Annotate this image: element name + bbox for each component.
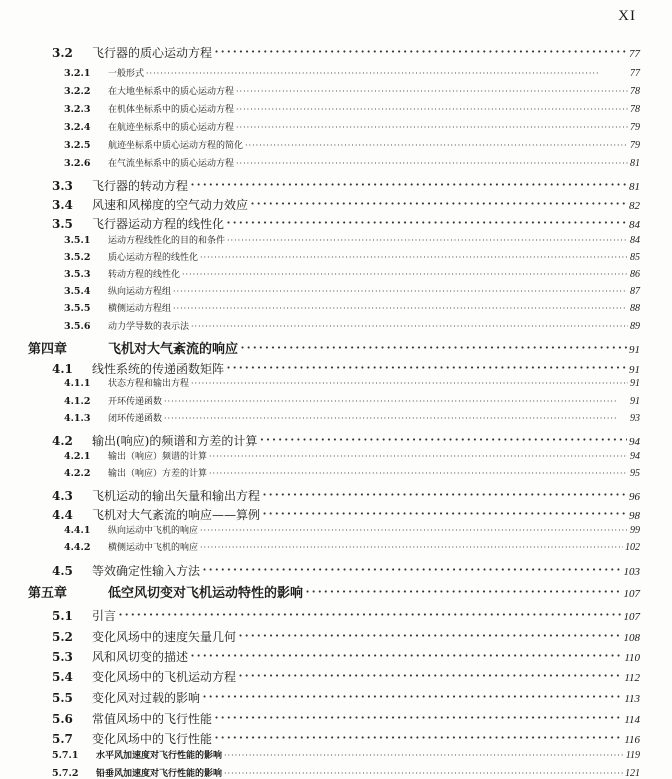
- toc-entry-page: 116: [624, 734, 640, 746]
- dot-leader: [214, 42, 627, 61]
- toc-entry-page: 114: [624, 714, 640, 726]
- dot-leader: [200, 543, 623, 552]
- toc-entry-title: 输出(响应)的频谱和方差的计算: [92, 434, 258, 448]
- toc-entry-title: 在气流坐标系中的质心运动方程: [108, 159, 235, 169]
- dot-leader: [200, 526, 628, 535]
- toc-entry-title: 航迹坐标系中质心运动方程的简化: [108, 141, 244, 151]
- toc-entry-page: 78: [630, 104, 640, 115]
- toc-entry-page: 112: [624, 672, 640, 684]
- toc-entry-page: 82: [629, 200, 640, 212]
- toc-entry-page: 88: [630, 303, 640, 314]
- toc-entry-page: 96: [629, 491, 640, 503]
- toc-entry-title: 输出（响应）频谱的计算: [108, 452, 208, 462]
- toc-entry-number: 3.5.5: [64, 303, 91, 314]
- toc-entry-title: 飞机运动的输出矢量和输出方程: [92, 489, 261, 503]
- toc-entry-number: 4.1.3: [64, 413, 91, 424]
- toc-entry-title: 飞机对大气紊流的响应: [108, 342, 239, 357]
- toc-entry-title: 闭环传递函数: [108, 414, 163, 424]
- toc-entry-page: 107: [623, 588, 640, 600]
- toc-entry-page: 93: [630, 413, 640, 424]
- toc-entry-number: 4.1.2: [64, 396, 91, 407]
- toc-entry: [0, 430, 640, 449]
- dot-leader: [209, 452, 628, 461]
- toc-entry: [0, 66, 640, 79]
- toc-entry: [0, 284, 640, 297]
- dot-leader: [259, 430, 627, 449]
- toc-entry-title: 飞行器运动方程的线性化: [92, 217, 225, 231]
- toc-entry-title: 变化风场中的速度矢量几何: [92, 630, 237, 644]
- toc-entry: [0, 687, 640, 706]
- toc-entry-number: 第五章: [28, 586, 68, 601]
- dot-leader: [238, 626, 621, 645]
- dot-leader: [164, 397, 628, 406]
- toc-entry-number: 5.2: [52, 630, 73, 644]
- toc-entry-page: 119: [625, 750, 640, 761]
- toc-entry-number: 5.1: [52, 609, 73, 623]
- dot-leader: [262, 485, 627, 504]
- toc-entry-page: 79: [630, 122, 640, 133]
- toc-entry: [0, 666, 640, 685]
- dot-leader: [236, 123, 628, 132]
- toc-entry-number: 4.2: [52, 434, 73, 448]
- toc-entry: [0, 626, 640, 645]
- dot-leader: [236, 159, 628, 168]
- toc-entry-title: 线性系统的传递函数矩阵: [92, 362, 225, 376]
- toc-entry: [0, 485, 640, 504]
- dot-leader: [240, 338, 627, 357]
- toc-entry-page: 99: [630, 525, 640, 536]
- toc-entry-page: 110: [624, 652, 640, 664]
- toc-entry-page: 78: [630, 86, 640, 97]
- dot-leader: [191, 322, 628, 331]
- toc-entry-title: 低空风切变对飞机运动特性的影响: [108, 586, 304, 601]
- toc-entry: [0, 708, 640, 727]
- toc-entry-title: 开环传递函数: [108, 397, 163, 407]
- toc-entry: [0, 338, 640, 357]
- toc-entry-number: 3.2.1: [64, 68, 91, 79]
- toc-entry-page: 108: [623, 632, 640, 644]
- toc-entry-number: 3.2.5: [64, 140, 91, 151]
- dot-leader: [164, 414, 628, 423]
- toc-entry-title: 动力学导数的表示法: [108, 322, 190, 332]
- toc-entry: [0, 376, 640, 389]
- toc-entry-number: 4.2.1: [64, 451, 91, 462]
- toc-entry-title: 飞机对大气紊流的响应——算例: [92, 508, 261, 522]
- toc-entry-page: 103: [623, 566, 640, 578]
- toc-entry-number: 4.1: [52, 362, 73, 376]
- toc-entry: [0, 358, 640, 377]
- toc-entry: [0, 504, 640, 523]
- toc-entry-number: 4.1.1: [64, 378, 91, 389]
- toc-entry-title: 飞行器的转动方程: [92, 179, 189, 193]
- toc-entry: [0, 175, 640, 194]
- toc-entry-page: 107: [623, 611, 640, 623]
- toc-entry: [0, 84, 640, 97]
- dot-leader: [202, 687, 622, 706]
- dot-leader: [173, 287, 628, 296]
- toc-entry-page: 91: [630, 396, 640, 407]
- toc-entry-title: 在机体坐标系中的质心运动方程: [108, 105, 235, 115]
- dot-leader: [224, 751, 624, 760]
- toc-entry: [0, 156, 640, 169]
- toc-entry-page: 81: [629, 181, 640, 193]
- toc-entry-number: 5.5: [52, 691, 73, 705]
- toc-entry-title: 引言: [92, 609, 117, 623]
- toc-entry-title: 运动方程线性化的目的和条件: [108, 236, 226, 246]
- toc-entry: [0, 728, 640, 747]
- toc-entry-page: 102: [625, 542, 640, 553]
- toc-entry-title: 变化风场中的飞行性能: [92, 732, 213, 746]
- toc-entry-page: 113: [624, 693, 640, 705]
- toc-entry-number: 3.2.3: [64, 104, 91, 115]
- toc-entry-title: 铅垂风加速度对飞行性能的影响: [96, 769, 223, 779]
- toc-entry-page: 87: [630, 286, 640, 297]
- toc-entry: [0, 449, 640, 462]
- toc-entry: [0, 233, 640, 246]
- toc-entry: [0, 766, 640, 779]
- dot-leader: [227, 236, 628, 245]
- toc-entry-number: 第四章: [28, 342, 68, 357]
- toc-entry: [0, 394, 640, 407]
- toc-entry: [0, 748, 640, 761]
- toc-entry: [0, 540, 640, 553]
- toc-entry-title: 纵向运动中飞机的响应: [108, 526, 199, 536]
- toc-entry-title: 输出（响应）方差的计算: [108, 469, 208, 479]
- toc-entry: [0, 213, 640, 232]
- toc-entry: [0, 138, 640, 151]
- dot-leader: [226, 358, 627, 377]
- toc-entry-number: 4.4.2: [64, 542, 91, 553]
- dot-leader: [182, 270, 628, 279]
- toc-entry: [0, 466, 640, 479]
- toc-entry-title: 常值风场中的飞行性能: [92, 712, 213, 726]
- toc-entry: [0, 42, 640, 61]
- dot-leader: [118, 605, 621, 624]
- toc-entry-title: 飞行器的质心运动方程: [92, 46, 213, 60]
- dot-leader: [262, 504, 627, 523]
- toc-entry-title: 一般形式: [108, 69, 145, 79]
- dot-leader: [191, 379, 628, 388]
- toc-entry-page: 94: [629, 436, 640, 448]
- toc-entry-number: 5.3: [52, 650, 73, 664]
- page-number: XI: [618, 8, 636, 24]
- toc-entry-number: 4.4: [52, 508, 73, 522]
- toc-entry-number: 4.5: [52, 564, 73, 578]
- toc-entry-number: 3.5: [52, 217, 73, 231]
- toc-entry-number: 3.2.2: [64, 86, 91, 97]
- dot-leader: [236, 105, 628, 114]
- toc-entry-number: 3.5.3: [64, 269, 91, 280]
- dot-leader: [146, 69, 628, 78]
- toc-entry: [0, 267, 640, 280]
- toc-entry-page: 79: [630, 140, 640, 151]
- dot-leader: [305, 582, 621, 601]
- dot-leader: [214, 728, 622, 747]
- dot-leader: [224, 769, 623, 778]
- toc-entry-page: 85: [630, 252, 640, 263]
- toc-entry-number: 5.7: [52, 732, 73, 746]
- toc-entry: [0, 605, 640, 624]
- toc-entry-page: 84: [630, 235, 640, 246]
- toc-entry-number: 4.4.1: [64, 525, 91, 536]
- toc-entry: [0, 301, 640, 314]
- toc-entry: [0, 646, 640, 665]
- toc-entry: [0, 194, 640, 213]
- toc-entry: [0, 120, 640, 133]
- toc-entry-page: 89: [630, 321, 640, 332]
- toc-entry-title: 横侧运动中飞机的响应: [108, 543, 199, 553]
- toc-entry-page: 91: [630, 378, 640, 389]
- toc-entry-page: 94: [630, 451, 640, 462]
- toc-entry-page: 91: [629, 344, 640, 356]
- dot-leader: [226, 213, 627, 232]
- toc-entry-title: 在大地坐标系中的质心运动方程: [108, 87, 235, 97]
- toc-entry-number: 4.2.2: [64, 468, 91, 479]
- toc-entry-page: 77: [630, 68, 640, 79]
- toc-entry-title: 变化风场中的飞机运动方程: [92, 670, 237, 684]
- dot-leader: [200, 253, 628, 262]
- toc-entry-title: 纵向运动方程组: [108, 287, 172, 297]
- toc-entry: [0, 523, 640, 536]
- toc-entry-title: 风和风切变的描述: [92, 650, 189, 664]
- toc-entry-number: 3.5.2: [64, 252, 91, 263]
- dot-leader: [190, 175, 627, 194]
- dot-leader: [238, 666, 622, 685]
- toc-entry-page: 98: [629, 510, 640, 522]
- toc-entry-page: 77: [629, 48, 640, 60]
- toc-entry-title: 质心运动方程的线性化: [108, 253, 199, 263]
- toc-entry-number: 3.3: [52, 179, 73, 193]
- toc-entry: [0, 560, 640, 579]
- toc-entry-number: 3.2.4: [64, 122, 91, 133]
- toc-entry-title: 转动方程的线性化: [108, 270, 181, 280]
- toc-entry-number: 3.2: [52, 46, 73, 60]
- dot-leader: [190, 646, 622, 665]
- dot-leader: [250, 194, 627, 213]
- toc-entry: [0, 411, 640, 424]
- toc-entry: [0, 250, 640, 263]
- toc-entry-number: 3.5.1: [64, 235, 91, 246]
- toc-entry-title: 横侧运动方程组: [108, 304, 172, 314]
- toc-entry-title: 风速和风梯度的空气动力效应: [92, 198, 249, 212]
- toc-entry-page: 86: [630, 269, 640, 280]
- toc-entry-page: 81: [630, 158, 640, 169]
- toc-entry-number: 3.5.6: [64, 321, 91, 332]
- toc-entry-title: 变化风对过载的影响: [92, 691, 201, 705]
- toc-entry-title: 水平风加速度对飞行性能的影响: [96, 751, 223, 761]
- dot-leader: [173, 304, 628, 313]
- toc-entry-page: 95: [630, 468, 640, 479]
- dot-leader: [245, 141, 628, 150]
- toc-entry-title: 等效确定性输入方法: [92, 564, 201, 578]
- toc-entry-number: 4.3: [52, 489, 73, 503]
- dot-leader: [214, 708, 622, 727]
- toc-entry: [0, 582, 640, 601]
- toc-entry-page: 121: [625, 768, 640, 779]
- toc-entry-page: 91: [629, 364, 640, 376]
- toc-entry-page: 84: [629, 219, 640, 231]
- toc-entry-number: 3.2.6: [64, 158, 91, 169]
- toc-entry-number: 5.7.1: [52, 750, 79, 761]
- dot-leader: [202, 560, 621, 579]
- toc-entry: [0, 319, 640, 332]
- dot-leader: [209, 469, 628, 478]
- toc-entry-number: 3.4: [52, 198, 73, 212]
- toc-entry-title: 状态方程和输出方程: [108, 379, 190, 389]
- toc-entry-number: 5.7.2: [52, 768, 79, 779]
- dot-leader: [236, 87, 628, 96]
- toc-entry-title: 在航迹坐标系中的质心运动方程: [108, 123, 235, 133]
- toc-entry-number: 5.6: [52, 712, 73, 726]
- toc-entry-number: 3.5.4: [64, 286, 91, 297]
- toc-entry: [0, 102, 640, 115]
- toc-entry-number: 5.4: [52, 670, 73, 684]
